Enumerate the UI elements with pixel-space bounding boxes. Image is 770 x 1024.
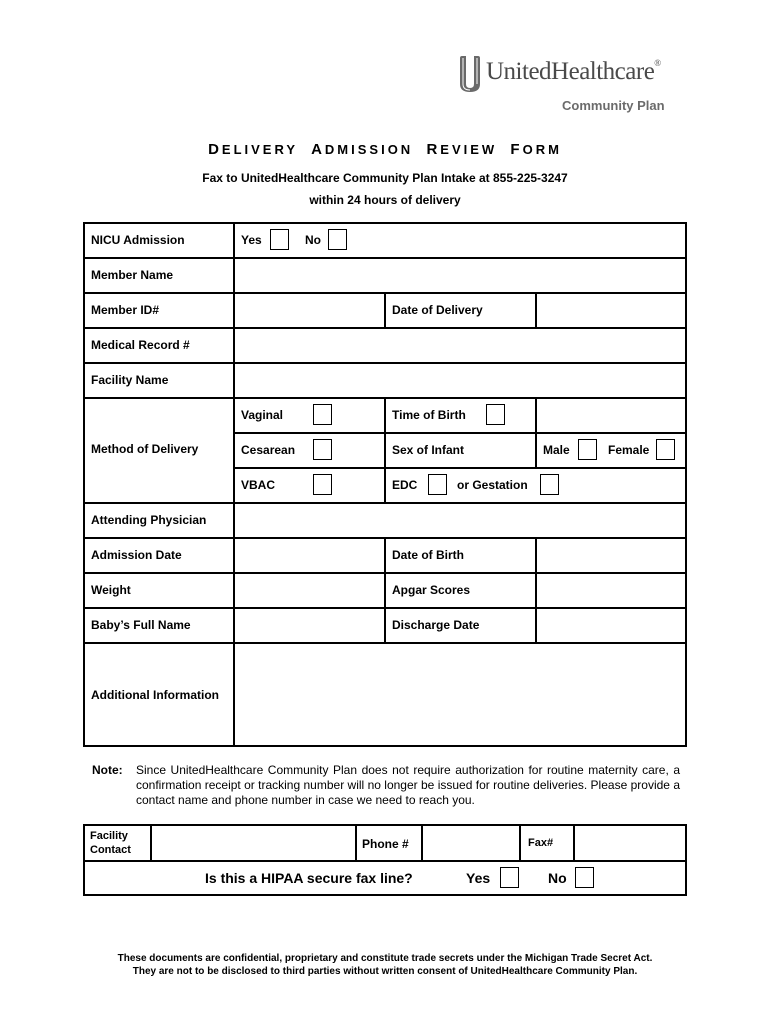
member-id-label: Member ID# — [91, 303, 160, 317]
footer-disclosure: They are not to be disclosed to third parties without written consent of UnitedHealthcare Community Plan. — [132, 966, 638, 977]
apgar-scores-field[interactable] — [538, 575, 684, 606]
gestation-checkbox[interactable] — [540, 474, 559, 495]
time-of-birth-field[interactable] — [538, 400, 684, 431]
facility-contact-field[interactable] — [153, 827, 354, 859]
nicu-no-label: No — [305, 233, 321, 247]
male-checkbox[interactable] — [578, 439, 597, 460]
nicu-yes-checkbox[interactable] — [270, 229, 289, 250]
note-label: Note: — [92, 763, 123, 777]
member-name-label: Member Name — [91, 268, 174, 282]
fax-label: Fax# — [528, 837, 554, 849]
vaginal-checkbox[interactable] — [313, 404, 332, 425]
attending-physician-label: Attending Physician — [91, 513, 207, 527]
female-checkbox[interactable] — [656, 439, 675, 460]
member-id-field[interactable] — [236, 295, 383, 326]
vbac-label: VBAC — [241, 478, 276, 492]
admission-date-label: Admission Date — [91, 548, 182, 562]
facility-contact-label: Facility Contact — [90, 830, 131, 856]
form-title: DELIVERY ADMISSION REVIEW FORM — [208, 141, 562, 158]
date-of-delivery-field[interactable] — [538, 295, 684, 326]
sex-of-infant-label: Sex of Infant — [392, 443, 465, 457]
timing-instruction: within 24 hours of delivery — [309, 193, 461, 207]
facility-name-label: Facility Name — [91, 373, 169, 387]
date-of-birth-field[interactable] — [538, 540, 684, 571]
weight-label: Weight — [91, 583, 131, 597]
footer-confidentiality: These documents are confidential, proprietary and constitute trade secrets under the Michigan Trade Secret Act. — [117, 953, 653, 964]
date-of-delivery-label: Date of Delivery — [392, 303, 483, 317]
nicu-no-checkbox[interactable] — [328, 229, 347, 250]
discharge-date-field[interactable] — [538, 610, 684, 641]
member-name-field[interactable] — [236, 260, 684, 291]
fax-field[interactable] — [576, 827, 684, 859]
babys-full-name-label: Baby’s Full Name — [91, 618, 191, 632]
additional-information-field[interactable] — [236, 645, 684, 744]
additional-information-label: Additional Information — [91, 688, 219, 702]
hipaa-question: Is this a HIPAA secure fax line? — [205, 870, 413, 886]
cesarean-checkbox[interactable] — [313, 439, 332, 460]
fax-instruction: Fax to UnitedHealthcare Community Plan Intake at 855-225-3247 — [202, 171, 568, 185]
attending-physician-field[interactable] — [236, 505, 684, 536]
hipaa-no-label: No — [548, 870, 567, 886]
hipaa-yes-label: Yes — [466, 870, 491, 886]
hipaa-no-checkbox[interactable] — [575, 867, 594, 888]
phone-field[interactable] — [424, 827, 518, 859]
male-label: Male — [543, 443, 570, 457]
vbac-checkbox[interactable] — [313, 474, 332, 495]
medical-record-field[interactable] — [236, 330, 684, 361]
method-of-delivery-label: Method of Delivery — [91, 442, 199, 456]
vaginal-label: Vaginal — [241, 408, 284, 422]
nicu-yes-label: Yes — [241, 233, 262, 247]
female-label: Female — [608, 443, 650, 457]
logo-subbrand: Community Plan — [562, 98, 665, 113]
date-of-birth-label: Date of Birth — [392, 548, 464, 562]
cesarean-label: Cesarean — [241, 443, 296, 457]
babys-full-name-field[interactable] — [236, 610, 383, 641]
or-gestation-label: or Gestation — [457, 478, 528, 492]
uhc-logo — [458, 52, 688, 118]
edc-label: EDC — [392, 478, 418, 492]
weight-field[interactable] — [236, 575, 383, 606]
discharge-date-label: Discharge Date — [392, 618, 480, 632]
nicu-admission-label: NICU Admission — [91, 233, 185, 247]
phone-label: Phone # — [362, 837, 409, 851]
facility-name-field[interactable] — [236, 365, 684, 396]
time-of-birth-label: Time of Birth — [392, 408, 466, 422]
uhc-shield-icon — [458, 54, 482, 94]
edc-checkbox[interactable] — [428, 474, 447, 495]
logo-brand-name: UnitedHealthcare® — [486, 58, 661, 85]
apgar-scores-label: Apgar Scores — [392, 583, 471, 597]
time-of-birth-box[interactable] — [486, 404, 505, 425]
medical-record-label: Medical Record # — [91, 338, 190, 352]
admission-date-field[interactable] — [236, 540, 383, 571]
note-text: Since UnitedHealthcare Community Plan does not require authorization for routine maternity care, a confirmation receipt or tracking number will no longer be issued for routine deliveries. Please provide a contact name and phone number in case we need to reach you. — [136, 763, 680, 807]
hipaa-yes-checkbox[interactable] — [500, 867, 519, 888]
